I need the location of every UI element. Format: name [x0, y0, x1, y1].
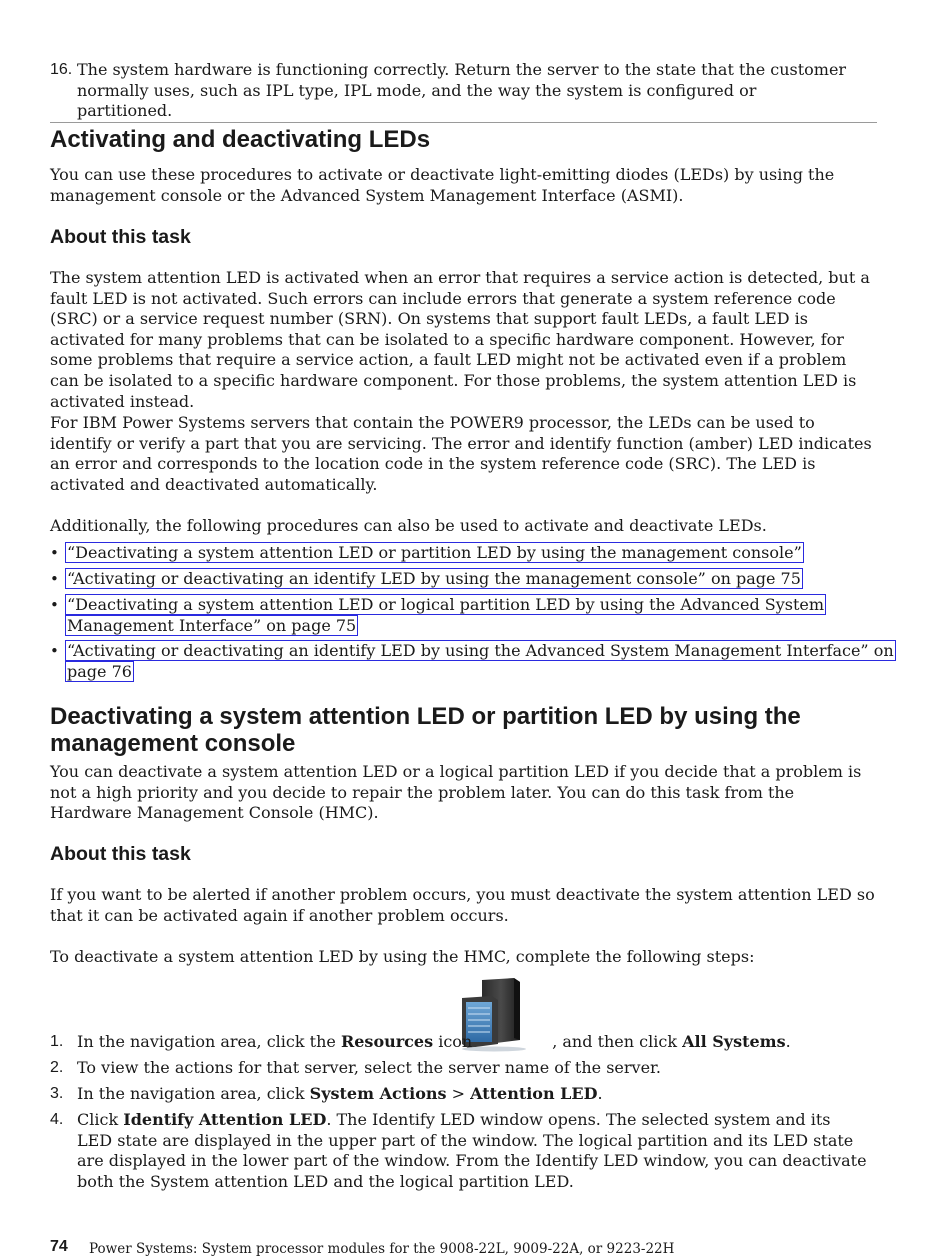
- about-task-heading-1: About this task: [50, 226, 191, 248]
- link-deactivating-console[interactable]: “Deactivating a system attention LED or partition LED by using the management console”: [67, 543, 802, 562]
- section1-para1: The system attention LED is activated when an error that requires a service action is detected, but a fault LED is not activated. Such errors can include errors that generate a system reference code (SRC) or a service request number (SRN). On systems that support fault LEDs, a fault LED is activated for many problems that can be isolated to a specific hardware component. However, for some problems that require a service action, a fault LED might not be activated even if a problem can be isolated to a specific hardware component. For those problems, the system attention LED is activated instead.: [50, 268, 870, 411]
- link-identify-asmi-cont[interactable]: page 76: [67, 662, 132, 681]
- section-title-deactivating-line2: management console: [50, 730, 296, 757]
- step-3-text: In the navigation area, click System Actions > Attention LED.: [77, 1084, 603, 1103]
- step-2-text: To view the actions for that server, select the server name of the server.: [77, 1058, 662, 1077]
- step-16-number: 16.: [50, 61, 73, 78]
- section1-para3: Additionally, the following procedures can also be used to activate and deactivate LEDs.: [50, 516, 767, 535]
- section1-intro: You can use these procedures to activate or deactivate light-emitting diodes (LEDs) by using the management console or the Advanced System Management Interface (ASMI).: [50, 165, 835, 205]
- bullet: •: [50, 544, 59, 562]
- step-16-text: The system hardware is functioning correctly. Return the server to the state that the customer normally uses, such as IPL type, IPL mode, and the way the system is configured or partitioned.: [77, 60, 847, 121]
- bullet: •: [50, 642, 59, 660]
- step-1-number: 1.: [50, 1033, 64, 1050]
- link-identify-asmi[interactable]: “Activating or deactivating an identify LED by using the Advanced System Management Interface” on: [67, 641, 894, 660]
- step-3-number: 3.: [50, 1085, 64, 1102]
- bullet: •: [50, 596, 59, 614]
- step-4-number: 4.: [50, 1111, 64, 1128]
- bullet: •: [50, 570, 59, 588]
- footer-text: Power Systems: System processor modules for the 9008-22L, 9009-22A, or 9223-22H: [89, 1241, 675, 1257]
- section-divider: [50, 122, 877, 123]
- section1-para2: For IBM Power Systems servers that contain the POWER9 processor, the LEDs can be used to identify or verify a part that you are servicing. The error and identify function (amber) LED indicates an error and corresponds to the location code in the system reference code (SRC). The LED is activated and deactivated automatically.: [50, 413, 872, 494]
- section-title-activating-leds: Activating and deactivating LEDs: [50, 126, 431, 153]
- section2-para1: If you want to be alerted if another problem occurs, you must deactivate the system attention LED so that it can be activated again if another problem occurs.: [50, 885, 875, 925]
- link-identify-console[interactable]: “Activating or deactivating an identify LED by using the management console” on page 75: [67, 569, 801, 588]
- link-deactivating-asmi[interactable]: “Deactivating a system attention LED or logical partition LED by using the Advanced System: [67, 595, 825, 614]
- link-deactivating-asmi-cont[interactable]: Management Interface” on page 75: [67, 616, 357, 635]
- step-2-number: 2.: [50, 1059, 64, 1076]
- page-number: 74: [50, 1238, 68, 1255]
- section-title-deactivating-line1: Deactivating a system attention LED or partition LED by using the: [50, 703, 801, 730]
- section2-para2: To deactivate a system attention LED by using the HMC, complete the following steps:: [50, 947, 755, 966]
- step-1-text: In the navigation area, click the Resources icon , and then click All Systems.: [77, 1032, 791, 1051]
- section2-intro: You can deactivate a system attention LED or a logical partition LED if you decide that a problem is not a high priority and you decide to repair the problem later. You can do this task from the Hardware Management Console (HMC).: [50, 762, 862, 823]
- about-task-heading-2: About this task: [50, 843, 191, 865]
- step-4-text: Click Identify Attention LED. The Identify LED window opens. The selected system and its LED state are displayed in the upper part of the window. The logical partition and its LED state are displayed in the lower part of the window. From the Identify LED window, you can deactivate both the System attention LED and the logical partition LED.: [77, 1110, 867, 1191]
